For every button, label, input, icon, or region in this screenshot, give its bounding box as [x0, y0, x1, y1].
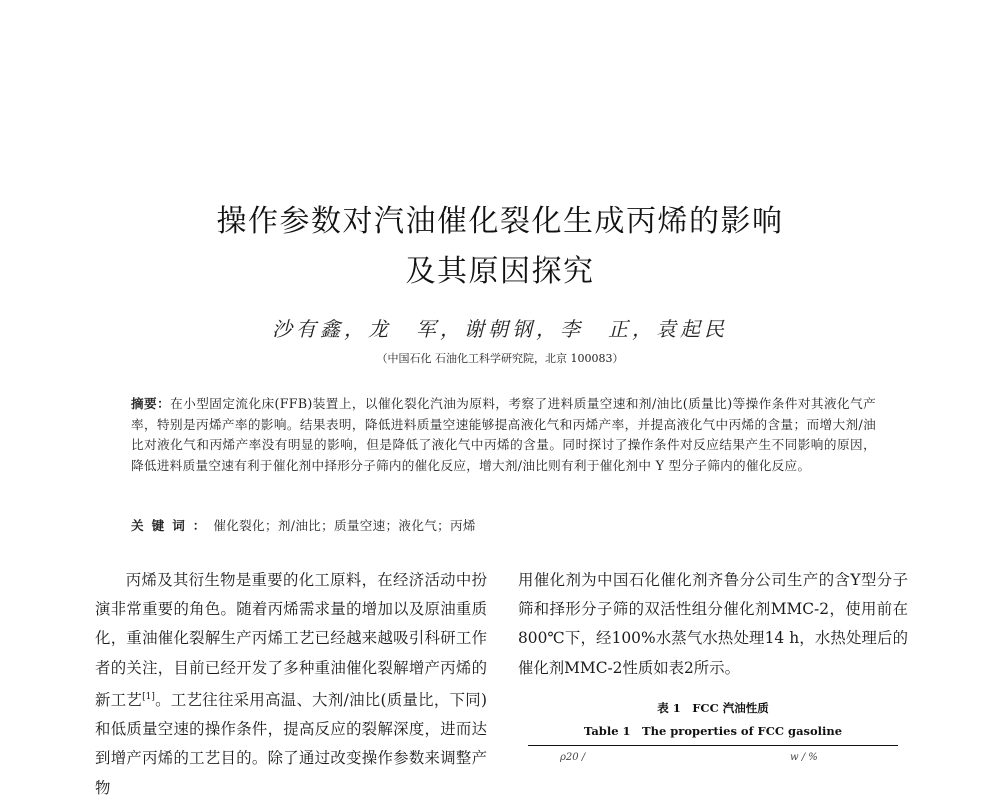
body-left-text-2: 。工艺往往采用高温、大剂/油比(质量比，下同)和低质量空速的操作条件，提高反应的裂解深度，进而达到增产丙烯的工艺目的。除了通过改变操作参数来调整产物	[95, 690, 487, 797]
title-line-2: 及其原因探究	[405, 254, 595, 289]
abstract-text: 在小型固定流化床(FFB)装置上，以催化裂化汽油为原料，考察了进料质量空速和剂/油比(质量比)等操作条件对其液化气产率，特别是丙烯产率的影响。结果表明，降低进料质量空速能够提高液化气和丙烯产率，并提高液化气中丙烯的含量；而增大剂/油比对液化气和丙烯产率没有明显的影响，但是降低了液化气中丙烯的含量。同时探讨了操作条件对反应结果产生不同影响的原因，降低进料质量空速有利于催化剂中择形分子筛内的催化反应，增大剂/油比则有利于催化剂中 Y 型分子筛内的催化反应。	[131, 396, 877, 473]
table1-caption-cn: 表 1 FCC 汽油性质	[657, 701, 769, 715]
authors: 沙有鑫，龙 军，谢朝钢，李 正，袁起民	[272, 317, 728, 341]
body-right-column	[518, 566, 908, 683]
table1-top-rule	[528, 745, 898, 746]
keywords-text: 催化裂化；剂/油比；质量空速；液化气；丙烯	[213, 518, 476, 533]
body-right-text: 用催化剂为中国石化催化剂齐鲁分公司生产的含Y型分子筛和择形分子筛的双活性组分催化剂MMC-2，使用前在800℃下，经100%水蒸气水热处理14 h，水热处理后的催化剂MMC-2性质如表2所示。	[518, 571, 908, 677]
table1-caption-en: Table 1 The properties of FCC gasoline	[583, 724, 843, 738]
body-left-text-1: 丙烯及其衍生物是重要的化工原料，在经济活动中扮演非常重要的角色。随着丙烯需求量的增加以及原油重质化，重油催化裂解生产丙烯工艺已经越来越吸引科研工作者的关注，目前已经开发了多种重油催化裂解增产丙烯的新工艺	[95, 571, 487, 709]
abstract	[131, 394, 876, 476]
affiliation: （中国石化 石油化工科学研究院，北京 100083）	[376, 352, 624, 365]
citation-ref: [1]	[142, 691, 155, 702]
keywords	[131, 515, 876, 534]
abstract-label: 摘要：	[131, 396, 171, 411]
keywords-label: 关键词：	[131, 518, 214, 533]
table1-col2-header: w / %	[790, 752, 818, 763]
title-line-1: 操作参数对汽油催化裂化生成丙烯的影响	[216, 204, 784, 239]
table1-col1-header: ρ20 /	[560, 752, 586, 763]
body-left-column	[95, 566, 487, 803]
